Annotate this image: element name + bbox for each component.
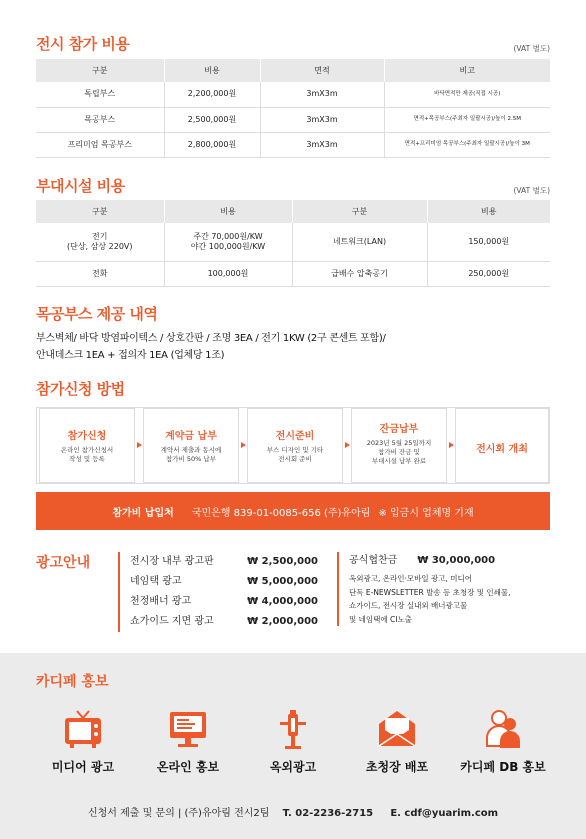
tv-icon bbox=[62, 708, 104, 750]
monitor-icon bbox=[167, 708, 209, 750]
sponsor-price: ₩ 30,000,000 bbox=[417, 555, 496, 566]
footer-contact bbox=[0, 804, 586, 819]
step-apply bbox=[39, 408, 135, 483]
table-cell: 100,000원 bbox=[164, 261, 292, 286]
arrow-icon bbox=[345, 442, 350, 448]
step-title: 전시준비 bbox=[275, 431, 315, 442]
table-cell: 3mX3m bbox=[260, 107, 384, 132]
ad-name: 전시장 내부 광고판 bbox=[130, 556, 214, 567]
vat-note: (VAT 별도) bbox=[513, 186, 550, 195]
arrow-icon bbox=[449, 442, 454, 448]
table-row bbox=[36, 82, 550, 107]
promo-outdoor bbox=[238, 708, 348, 775]
ad-name: 네임택 광고 bbox=[130, 576, 182, 587]
step-exhibition bbox=[455, 408, 549, 483]
contact-label: 신청서 제출 및 문의 | (주)유아림 전시2팀 bbox=[87, 808, 270, 819]
sponsor-desc-line: 쇼가이드, 전시장 실내외 배너광고물 bbox=[349, 601, 468, 610]
table-header: 면적 bbox=[260, 59, 384, 82]
sponsor-desc-line: 옥외광고, 온라인·모바일 광고, 미디어 bbox=[349, 574, 472, 583]
envelope-icon bbox=[376, 708, 418, 750]
table-header: 비용 bbox=[164, 59, 260, 82]
table-cell: 목공부스 bbox=[36, 107, 164, 132]
table-cell: 바닥면적만 제공(직접 시공) bbox=[384, 82, 550, 107]
sponsor-box bbox=[337, 552, 550, 626]
table-cell: 3mX3m bbox=[260, 132, 384, 157]
table-cell: 전화 bbox=[36, 261, 164, 286]
wood-booth-line: 부스벽체/ 바닥 방염파이텍스 / 상호간판 / 조명 3EA / 전기 1KW (2구 콘센트 포함)/ bbox=[36, 333, 386, 344]
table-row bbox=[36, 107, 550, 132]
ad-price: ₩ 4,000,000 bbox=[247, 596, 318, 607]
sponsor-label: 공식협찬금 bbox=[349, 555, 398, 566]
step-prepare bbox=[247, 408, 343, 483]
table-row bbox=[36, 261, 550, 286]
promo-label: 미디어 광고 bbox=[51, 760, 115, 774]
promo-media bbox=[28, 708, 138, 775]
step-title: 전시회 개최 bbox=[476, 444, 528, 455]
ads-list bbox=[118, 552, 318, 632]
ad-name: 천정배너 광고 bbox=[130, 596, 192, 607]
sponsor-desc bbox=[349, 572, 550, 626]
list-item bbox=[130, 552, 318, 572]
promo-db bbox=[448, 708, 558, 775]
table-cell: 네트워크(LAN) bbox=[292, 223, 427, 261]
step-title: 계약금 납부 bbox=[165, 431, 217, 442]
arrow-icon bbox=[241, 442, 246, 448]
table-cell: 급배수 압축공기 bbox=[292, 261, 427, 286]
table-cell: 2,200,000원 bbox=[164, 82, 260, 107]
table-header: 비용 bbox=[427, 200, 550, 223]
table-cell: 주간 70,000원/KW 야간 100,000원/KW bbox=[164, 223, 292, 261]
arrow-icon bbox=[137, 442, 142, 448]
contact-phone: T. 02-2236-2715 bbox=[282, 808, 374, 819]
ad-price: ₩ 2,000,000 bbox=[247, 616, 318, 627]
table-cell: 250,000원 bbox=[427, 261, 550, 286]
table-cell: 독립부스 bbox=[36, 82, 164, 107]
table-header: 구분 bbox=[36, 200, 164, 223]
promo-label: 온라인 홍보 bbox=[156, 760, 220, 774]
table-cell: 면적+목공부스(주최자 일괄시공)/높이 2.5M bbox=[384, 107, 550, 132]
sponsor-desc-line: 단독 E-NEWSLETTER 발송 등 초청장 및 인쇄물, bbox=[349, 587, 511, 597]
billboard-icon bbox=[272, 708, 314, 750]
ad-price: ₩ 5,000,000 bbox=[247, 576, 318, 587]
table-cell: 2,800,000원 bbox=[164, 132, 260, 157]
promo-label: 초청장 배포 bbox=[365, 760, 429, 774]
table-row bbox=[36, 132, 550, 157]
sponsor-desc-line: 및 네임택에 CI노출 bbox=[349, 614, 412, 624]
facility-fee-table bbox=[36, 200, 550, 287]
table-header: 구분 bbox=[36, 59, 164, 82]
table-header: 비용 bbox=[164, 200, 292, 223]
table-cell: 3mX3m bbox=[260, 82, 384, 107]
users-icon bbox=[482, 708, 524, 750]
step-title: 참가신청 bbox=[67, 431, 107, 442]
ads-title: 광고안내 bbox=[36, 555, 91, 571]
table-header: 구분 bbox=[292, 200, 427, 223]
step-desc: 계약서 제출과 동시에 참가비 50% 납부 bbox=[160, 446, 222, 463]
list-item bbox=[130, 592, 318, 612]
wood-booth-title: 목공부스 제공 내역 bbox=[36, 305, 158, 323]
step-title: 잔금납부 bbox=[379, 424, 419, 435]
promo-online bbox=[133, 708, 243, 775]
step-desc: 2023년 5월 25일까지 참가비 잔금 및 부대시설 납부 완료 bbox=[366, 439, 432, 465]
promo-label: 옥외광고 bbox=[269, 760, 317, 774]
table-cell: 프리미엄 목공부스 bbox=[36, 132, 164, 157]
ad-name: 쇼가이드 지면 광고 bbox=[130, 616, 214, 627]
wood-booth-desc bbox=[36, 330, 386, 364]
vat-note: (VAT 별도) bbox=[513, 44, 550, 53]
ad-price: ₩ 2,500,000 bbox=[247, 556, 318, 567]
step-balance bbox=[351, 408, 447, 483]
payment-note: ※ 입금시 업체명 기재 bbox=[378, 507, 474, 519]
payment-account: 국민은행 839-01-0085-656 (주)유아림 bbox=[191, 507, 371, 519]
wood-booth-line: 안내데스크 1EA + 접의자 1EA (업체당 1조) bbox=[36, 350, 225, 361]
table-cell: 150,000원 bbox=[427, 223, 550, 261]
table-cell: 전기 (단상, 삼상 220V) bbox=[36, 223, 164, 261]
payment-bar bbox=[36, 492, 550, 530]
list-item bbox=[130, 612, 318, 632]
step-desc: 부스 디자인 및 기타 전시회 준비 bbox=[266, 446, 324, 463]
list-item bbox=[130, 572, 318, 592]
facility-fee-title: 부대시설 비용 bbox=[36, 177, 125, 195]
exhibit-fee-table bbox=[36, 59, 550, 158]
payment-label: 참가비 납입처 bbox=[112, 507, 174, 519]
promo-label: 카디페 DB 홍보 bbox=[460, 760, 546, 774]
contact-email: E. cdf@yuarim.com bbox=[390, 808, 499, 819]
apply-title: 참가신청 방법 bbox=[36, 380, 125, 398]
apply-steps bbox=[36, 407, 550, 484]
table-cell: 2,500,000원 bbox=[164, 107, 260, 132]
promo-invitation bbox=[342, 708, 452, 775]
step-deposit bbox=[143, 408, 239, 483]
table-header: 비고 bbox=[384, 59, 550, 82]
step-desc: 온라인 참가신청서 작성 및 등록 bbox=[60, 446, 114, 463]
table-cell: 면적+프리미엄 목공부스(주최자 일괄시공)/높이 3M bbox=[384, 132, 550, 157]
table-row bbox=[36, 223, 550, 261]
exhibit-fee-title: 전시 참가 비용 bbox=[36, 35, 130, 53]
cardi-title: 카디페 홍보 bbox=[36, 674, 109, 690]
